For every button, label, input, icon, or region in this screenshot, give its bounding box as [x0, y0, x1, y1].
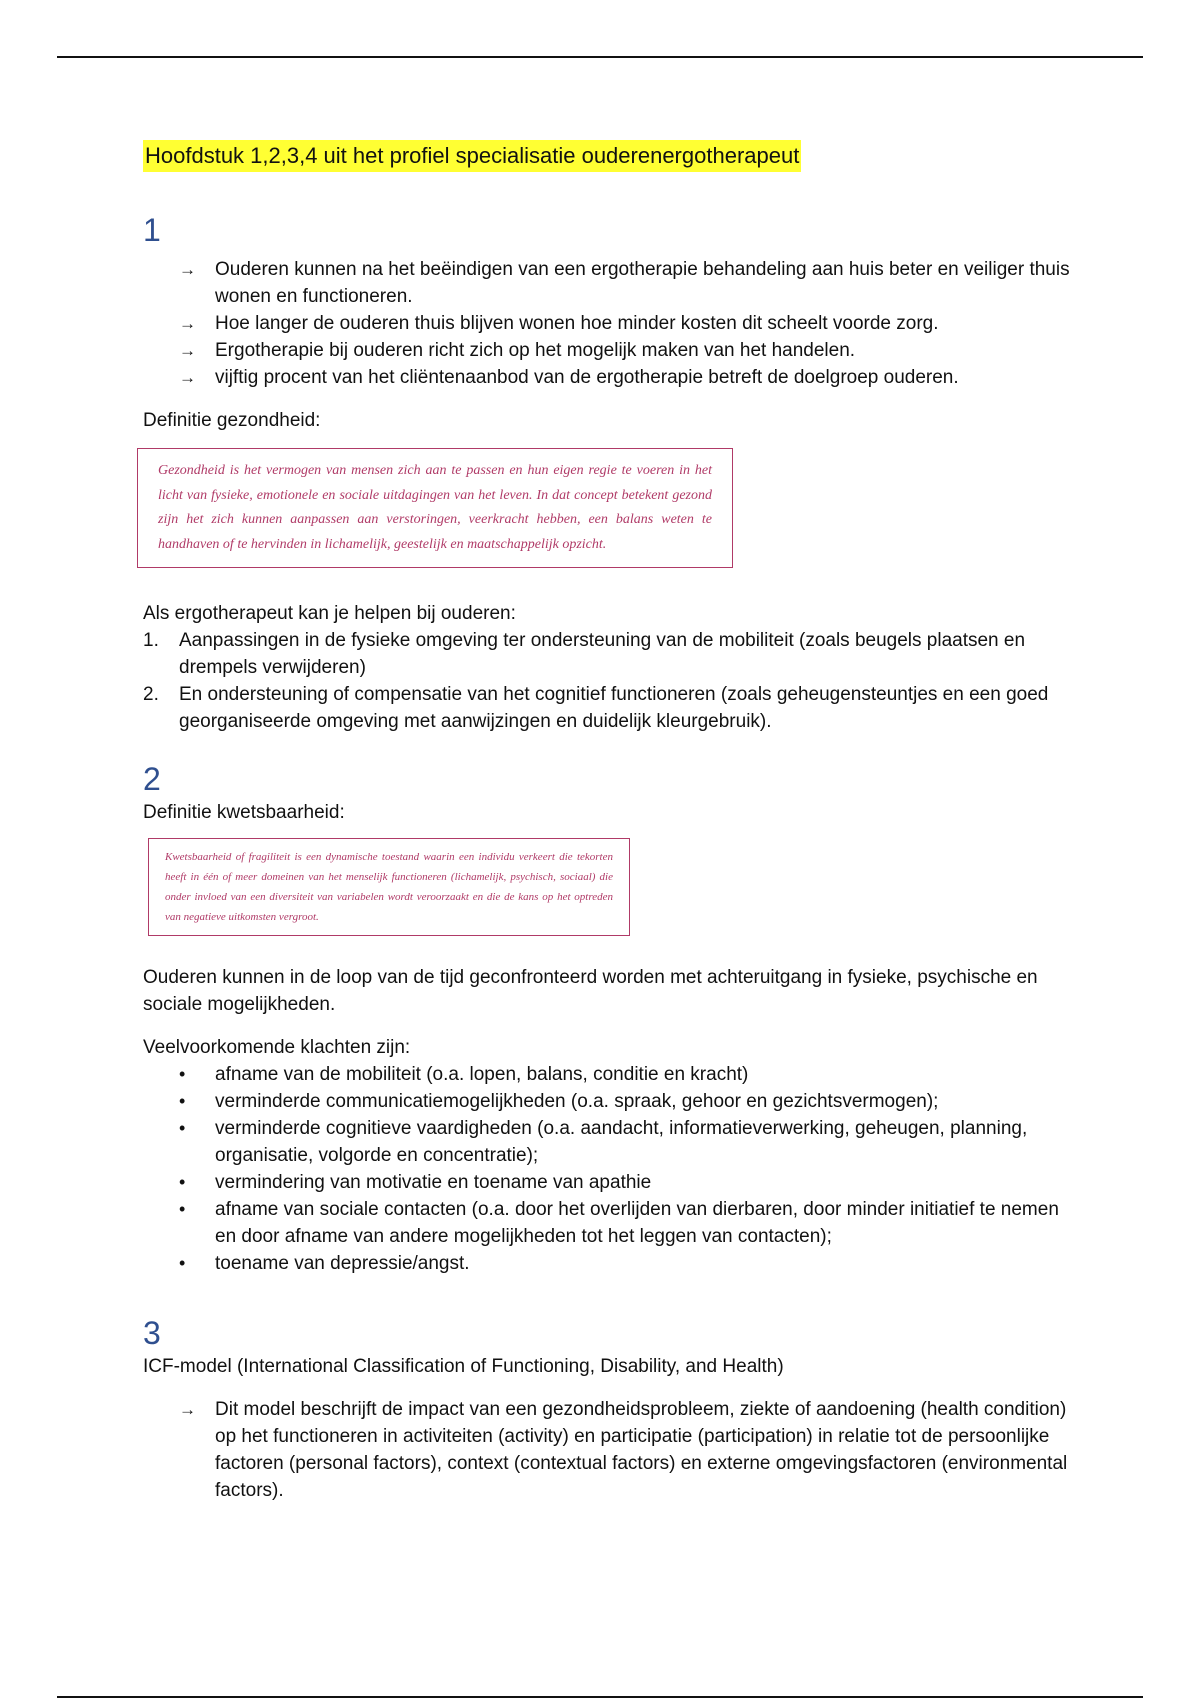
section-number-1: 1 [143, 212, 161, 248]
list-item: → vijftig procent van het cliëntenaanbod van de ergotherapie betreft de doelgroep ouderen. [215, 364, 1073, 391]
arrow-icon: → [179, 341, 196, 360]
definition-frailty-quote: Kwetsbaarheid of fragiliteit is een dynamische toestand waarin een individu verkeert die tekorten heeft in één of meer domeinen van het menselijk functioneren (lichamelijk, psychisch, sociaal) die onder invloed van een diversiteit van variabelen wordt veroorzaakt en die de kans op het optreden van negatieve uitkomsten vergroot. [148, 838, 630, 936]
icf-model-label: ICF-model (International Classification of Functioning, Disability, and Health) [143, 1356, 784, 1377]
section-3-arrow-list [143, 1396, 1073, 1504]
list-item: → Dit model beschrijft de impact van een gezondheidsprobleem, ziekte of aandoening (health condition) op het functioneren in activiteiten (activity) en participatie (participation) in relatie tot de persoonlijke factoren (personal factors), context (contextual factors) en externe omgevingsfactoren (environmental factors). [215, 1396, 1073, 1504]
page-title: Hoofdstuk 1,2,3,4 uit het profiel specialisatie ouderenergotherapeut [143, 140, 801, 172]
list-item: • afname van sociale contacten (o.a. door het overlijden van dierbaren, door minder initiatief te nemen en door afname van andere mogelijkheden tot het leggen van contacten); [215, 1196, 1073, 1250]
bottom-rule [57, 1696, 1143, 1698]
arrow-icon: → [179, 314, 196, 333]
decline-paragraph: Ouderen kunnen in de loop van de tijd geconfronteerd worden met achteruitgang in fysieke, psychische en sociale mogelijkheden. [143, 967, 1038, 1015]
section-number-3: 3 [143, 1315, 161, 1351]
bullet-icon: • [179, 1118, 186, 1138]
definition-health-label: Definitie gezondheid: [143, 410, 321, 431]
bullet-icon: • [179, 1253, 186, 1273]
top-rule [57, 56, 1143, 58]
list-item: 1. Aanpassingen in de fysieke omgeving ter ondersteuning van de mobiliteit (zoals beugels plaatsen en drempels verwijderen) [143, 630, 1026, 678]
bullet-icon: • [179, 1199, 186, 1219]
section-1-arrow-list [143, 256, 1073, 391]
arrow-icon: → [179, 260, 196, 279]
list-item: • vermindering van motivatie en toename van apathie [215, 1169, 1073, 1196]
document-page [143, 140, 1073, 1504]
list-item: • toename van depressie/angst. [215, 1250, 1073, 1277]
list-item: → Hoe langer de ouderen thuis blijven wonen hoe minder kosten dit scheelt voorde zorg. [215, 310, 1073, 337]
arrow-icon: → [179, 1400, 196, 1419]
list-item: → Ouderen kunnen na het beëindigen van een ergotherapie behandeling aan huis beter en veiliger thuis wonen en functioneren. [215, 256, 1073, 310]
help-numbered-list [143, 627, 1073, 735]
list-item: • afname van de mobiliteit (o.a. lopen, balans, conditie en kracht) [215, 1061, 1073, 1088]
list-item: • verminderde communicatiemogelijkheden (o.a. spraak, gehoor en gezichtsvermogen); [215, 1088, 1073, 1115]
section-number-2: 2 [143, 761, 161, 797]
list-item: → Ergotherapie bij ouderen richt zich op het mogelijk maken van het handelen. [215, 337, 1073, 364]
definition-frailty-label: Definitie kwetsbaarheid: [143, 802, 345, 823]
definition-health-quote: Gezondheid is het vermogen van mensen zich aan te passen en hun eigen regie te voeren in het licht van fysieke, emotionele en sociale uitdagingen van het leven. In dat concept betekent gezond zijn het zich kunnen aanpassen aan verstoringen, veerkracht hebben, een balans weten te handhaven of te hervinden in lichamelijk, geestelijk en maatschappelijk opzicht. [137, 448, 733, 568]
bullet-icon: • [179, 1091, 186, 1111]
list-item: 2. En ondersteuning of compensatie van het cognitief functioneren (zoals geheugensteuntjes en een goed georganiseerde omgeving met aanwijzingen en duidelijk kleurgebruik). [143, 684, 1049, 732]
bullet-icon: • [179, 1172, 186, 1192]
bullet-icon: • [179, 1064, 186, 1084]
arrow-icon: → [179, 368, 196, 387]
list-item: • verminderde cognitieve vaardigheden (o.a. aandacht, informatieverwerking, geheugen, planning, organisatie, volgorde en concentratie); [215, 1115, 1073, 1169]
complaints-bullet-list [143, 1061, 1073, 1277]
complaints-label: Veelvoorkomende klachten zijn: [143, 1037, 411, 1058]
help-label: Als ergotherapeut kan je helpen bij ouderen: [143, 603, 516, 624]
